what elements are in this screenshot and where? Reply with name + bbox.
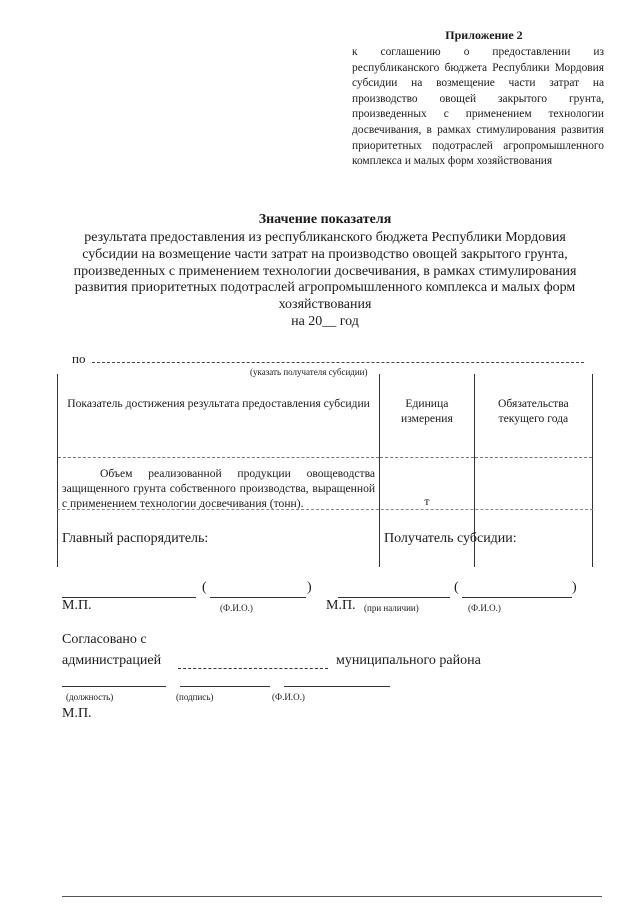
annex-text: к соглашению о предоставлении из республиканского бюджета Республики Мордовия субсидии на возмещение части затрат на производство овощей закрытого грунта, произведенных с применением технологии досвечивания, в рамках стимулирования развития приоритетных подотраслей агропромышленного комплекса и малых форм хозяйствования	[352, 46, 604, 168]
annex-title: Приложение 2	[445, 28, 523, 42]
table-row	[58, 458, 593, 568]
recipient-paren-open: (	[454, 580, 459, 595]
table-header-row	[58, 374, 593, 458]
chief-stamp-mp: М.П.	[62, 598, 92, 613]
heading-body: результата предоставления из республиканского бюджета Республики Мордовия субсидии на возмещение части затрат на производство овощей закрытого грунта, произведенных с применением технологии досвечивания, в рамках стимулирования развития приоритетных подотраслей агропромышленного комплекса и малых форм хозяйствования	[73, 230, 577, 313]
chief-label: Главный распорядитель:	[62, 531, 209, 546]
chief-fio-line[interactable]	[210, 597, 306, 598]
recipient-paren-close: )	[572, 580, 577, 595]
document-heading	[60, 230, 590, 331]
recipient-prefix: по	[72, 351, 86, 366]
agreed-stamp-mp: М.П.	[62, 706, 92, 721]
recipient-fio-line[interactable]	[462, 597, 572, 598]
position-hint: (должность)	[66, 692, 114, 702]
signature-line[interactable]	[180, 686, 270, 687]
recipient-stamp-mp: М.П.	[326, 598, 356, 613]
cell-indicator: Объем реализованной продукции овощеводства защищенного грунта собственного производства, выращенной с применением технологии досвечивания (тонн).	[58, 458, 380, 568]
recipient-fio-hint: (Ф.И.О.)	[468, 603, 501, 613]
agreed-line1: Согласовано с	[62, 632, 147, 647]
recipient-hint: (указать получателя субсидии)	[250, 367, 368, 377]
table-bottom-border	[57, 509, 593, 510]
agreed-fio-hint: (Ф.И.О.)	[272, 692, 305, 702]
position-line[interactable]	[62, 686, 166, 687]
heading-year: на 20__ год	[291, 313, 359, 329]
annex-block	[352, 28, 604, 170]
administration-field-line[interactable]	[178, 668, 328, 669]
header-indicator: Показатель достижения результата предоставления субсидии	[58, 374, 380, 458]
document-title: Значение показателя	[258, 212, 392, 227]
chief-paren-open: (	[202, 580, 207, 595]
agreed-line2-suffix: муниципального района	[336, 653, 481, 668]
recipient-label: Получатель субсидии:	[384, 531, 517, 546]
recipient-if-any-hint: (при наличии)	[364, 603, 419, 613]
page-bottom-line	[62, 896, 602, 897]
fio-line[interactable]	[284, 686, 390, 687]
cell-obligation[interactable]	[474, 458, 592, 568]
chief-fio-hint: (Ф.И.О.)	[220, 603, 253, 613]
agreed-line2-prefix: администрацией	[62, 653, 162, 668]
recipient-field-line[interactable]	[92, 362, 584, 363]
header-obligation: Обязательства текущего года	[474, 374, 592, 458]
signature-hint: (подпись)	[176, 692, 214, 702]
cell-unit: т	[380, 458, 475, 568]
header-unit: Единица измерения	[380, 374, 475, 458]
chief-paren-close: )	[307, 580, 312, 595]
